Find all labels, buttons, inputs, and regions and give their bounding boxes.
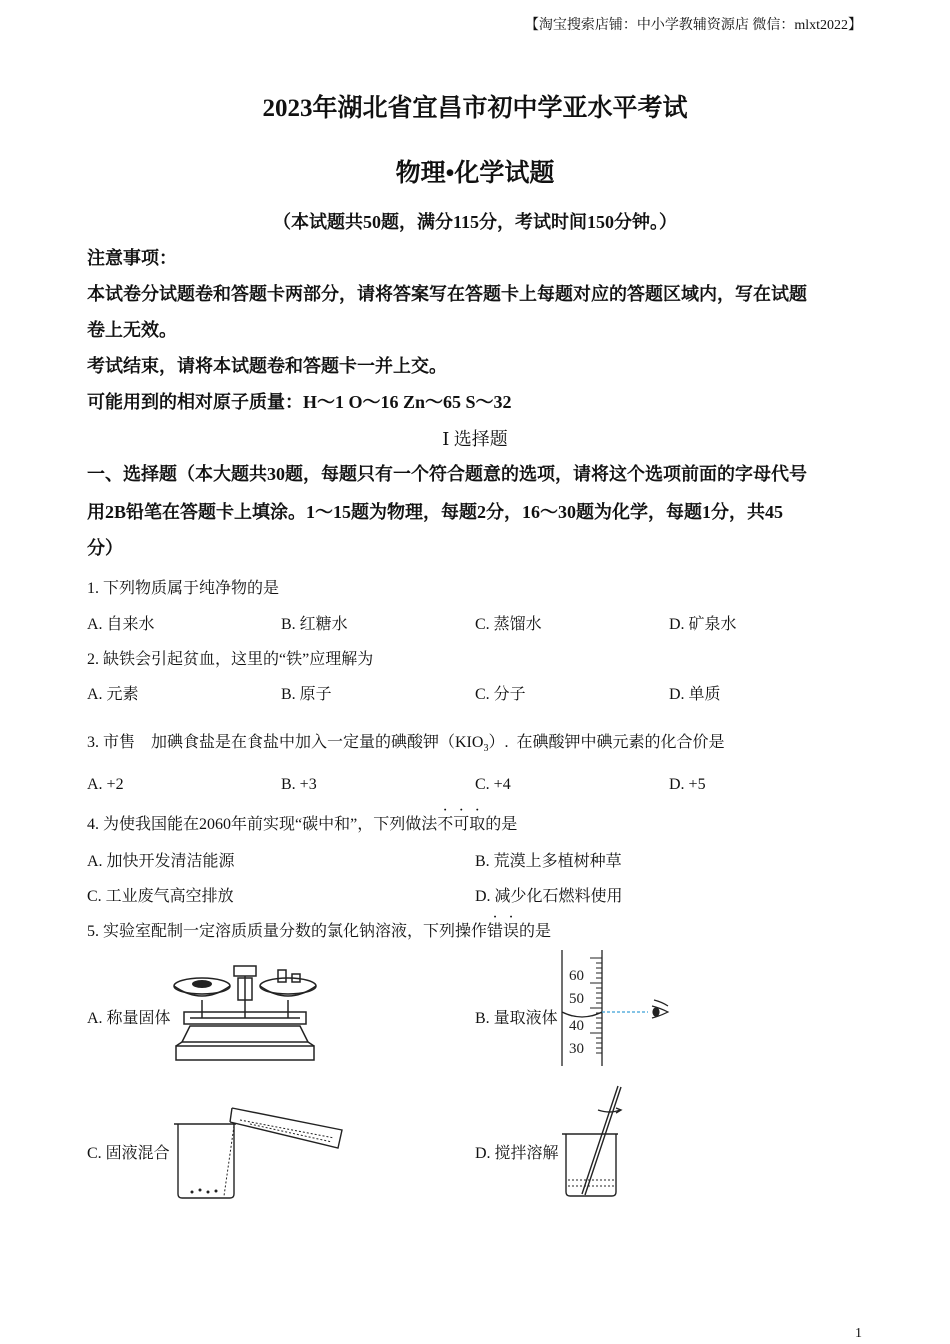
shop-note: 【淘宝搜索店铺：中小学教辅资源店 微信：mlxt2022】 <box>524 18 862 33</box>
tick-label-40: 40 <box>569 1018 584 1034</box>
q5-option-b: B. 量取液体 <box>475 1010 558 1027</box>
tick-label-30: 30 <box>569 1041 584 1057</box>
notes-heading: 注意事项： <box>87 248 177 268</box>
q4-option-d: D. 减少化石燃料使用 <box>475 888 623 905</box>
section-instr-2: 用2B铅笔在答题卡上填涂。1～15题为物理，每题2分，16～30题为化学，每题1分，共45 <box>87 502 784 522</box>
q4-option-c: C. 工业废气高空排放 <box>87 888 234 905</box>
section-title: Ⅰ 选择题 <box>442 429 508 449</box>
notes-line2: 考试结束，请将本试题卷和答题卡一并上交。 <box>87 356 447 376</box>
q1-option-b: B. 红糖水 <box>281 616 348 633</box>
q1-stem: 1. 下列物质属于纯净物的是 <box>87 580 280 597</box>
q4-stem: 4. 为使我国能在2060年前实现“碳中和”，下列做法不可取的是 <box>87 816 518 833</box>
q5-option-c: C. 固液混合 <box>87 1145 170 1162</box>
stirring-figure <box>560 1082 630 1200</box>
notes-line1: 本试卷分试题卷和答题卡两部分，请将答案写在答题卡上每题对应的答题区域内，写在试题 <box>87 284 807 304</box>
pouring-liquid-figure <box>170 1100 350 1200</box>
q3-option-b: B. +3 <box>281 776 317 793</box>
q4-option-b: B. 荒漠上多植树种草 <box>475 853 622 870</box>
q5-stem: 5. 实验室配制一定溶质质量分数的氯化钠溶液，下列操作错误的是 <box>87 923 552 940</box>
q3-option-a: A. +2 <box>87 776 124 793</box>
notes-line3: 可能用到的相对原子质量：H～1 O～16 Zn～65 S～32 <box>87 392 512 412</box>
q1-option-c: C. 蒸馏水 <box>475 616 542 633</box>
q2-stem: 2. 缺铁会引起贫血，这里的“铁”应理解为 <box>87 651 374 668</box>
section-instr-1: 一、选择题（本大题共30题，每题只有一个符合题意的选项，请将这个选项前面的字母代号 <box>87 464 807 484</box>
q5-option-d: D. 搅拌溶解 <box>475 1145 559 1162</box>
eye-icon <box>652 1000 668 1018</box>
q3-option-c: C. +4 <box>475 776 511 793</box>
q2-option-c: C. 分子 <box>475 686 526 703</box>
notes-line1b: 卷上无效。 <box>87 320 177 340</box>
q1-option-d: D. 矿泉水 <box>669 616 737 633</box>
q4-option-a: A. 加快开发清洁能源 <box>87 853 235 870</box>
section-instr-3: 分） <box>87 538 123 558</box>
exam-title: 2023年湖北省宜昌市初中学亚水平考试 <box>262 95 688 122</box>
measuring-cylinder-figure <box>560 950 680 1068</box>
q3-stem: 3. 市售 加碘食盐是在食盐中加入一定量的碘酸钾$(KIO_3)$. 在碘酸钾中碘元素的化合价是 <box>87 734 725 755</box>
exam-subtitle: 物理•化学试题 <box>395 160 555 187</box>
q2-option-d: D. 单质 <box>669 686 721 703</box>
q5-option-a: A. 称量固体 <box>87 1010 171 1027</box>
tick-label-50: 50 <box>569 991 584 1007</box>
tick-label-60: 60 <box>569 968 584 984</box>
page-number: 1 <box>855 1326 862 1341</box>
exam-info: （本试题共50题，满分115分，考试时间150分钟。） <box>272 212 677 232</box>
q1-option-a: A. 自来水 <box>87 616 155 633</box>
q3-option-d: D. +5 <box>669 776 706 793</box>
q2-option-a: A. 元素 <box>87 686 139 703</box>
balance-scale-figure <box>170 960 320 1070</box>
q2-option-b: B. 原子 <box>281 686 332 703</box>
